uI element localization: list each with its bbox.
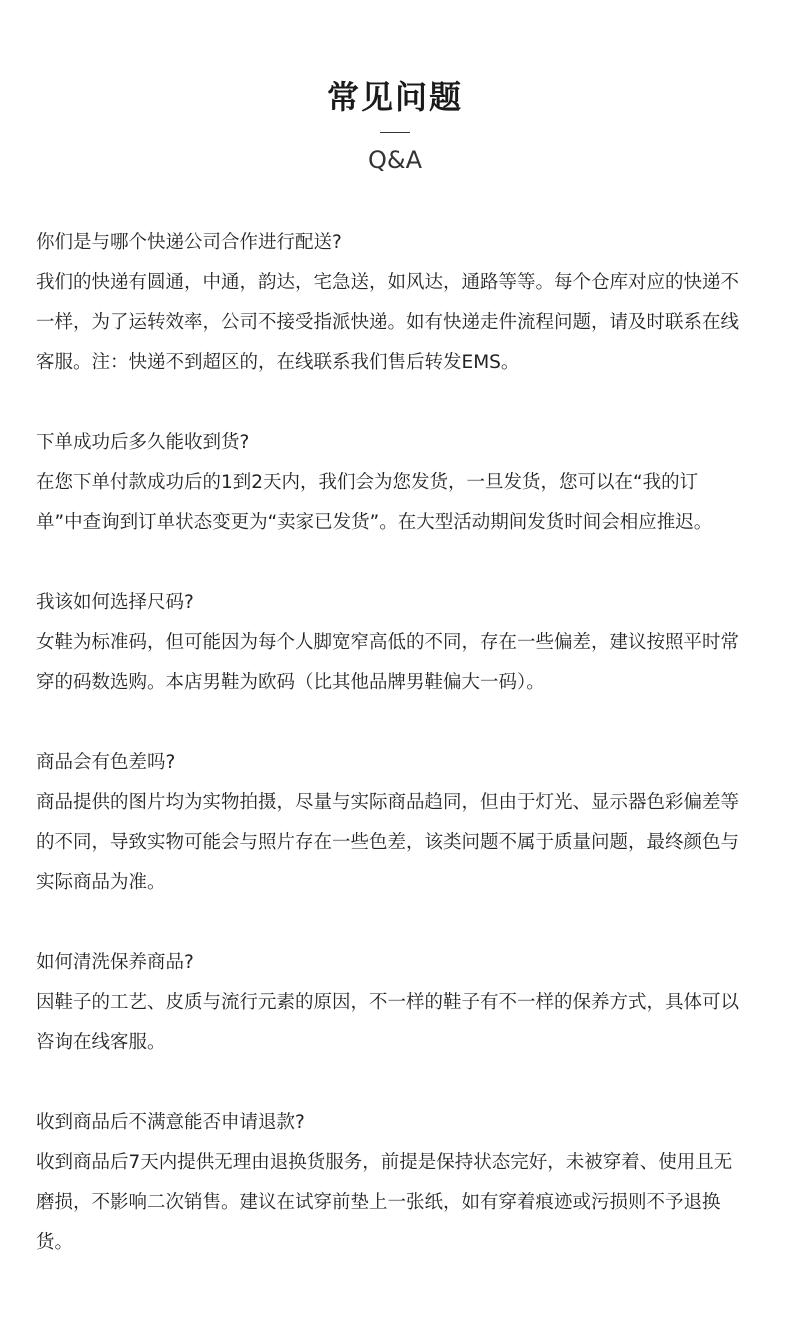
faq-answer: 我们的快递有圆通，中通，韵达，宅急送，如风达，通路等等。每个仓库对应的快递不一样，为了运转效率，公司不接受指派快递。如有快递走件流程问题，请及时联系在线客服。注：快递不到超区的，在线联系我们售后转发EMS。 — [36, 272, 740, 373]
faq-question: 我该如何选择尺码? — [36, 592, 194, 613]
faq-answer: 因鞋子的工艺、皮质与流行元素的原因，不一样的鞋子有不一样的保养方式，具体可以咨询在线客服。 — [36, 992, 740, 1053]
faq-question: 商品会有色差吗? — [36, 752, 176, 773]
faq-item — [36, 1103, 756, 1263]
faq-answer: 商品提供的图片均为实物拍摄，尽量与实际商品趋同，但由于灯光、显示器色彩偏差等的不同，导致实物可能会与照片存在一些色差，该类问题不属于质量问题，最终颜色与实际商品为准。 — [36, 792, 740, 893]
faq-item — [36, 943, 756, 1063]
title-divider — [380, 132, 410, 133]
header — [0, 74, 790, 176]
faq-question: 下单成功后多久能收到货? — [36, 432, 250, 453]
page-subtitle: Q&A — [367, 146, 423, 174]
faq-question: 如何清洗保养商品? — [36, 952, 194, 973]
faq-item — [36, 223, 756, 383]
faq-item — [36, 743, 756, 903]
faq-list — [36, 223, 756, 1303]
faq-question: 你们是与哪个快递公司合作进行配送? — [36, 232, 342, 253]
faq-item — [36, 423, 756, 543]
page-title: 常见问题 — [326, 78, 463, 116]
faq-answer: 在您下单付款成功后的1到2天内，我们会为您发货，一旦发货，您可以在“我的订单”中查询到订单状态变更为“卖家已发货”。在大型活动期间发货时间会相应推迟。 — [36, 472, 713, 533]
faq-answer: 女鞋为标准码，但可能因为每个人脚宽窄高低的不同，存在一些偏差，建议按照平时常穿的码数选购。本店男鞋为欧码（比其他品牌男鞋偏大一码）。 — [36, 632, 740, 693]
faq-answer: 收到商品后7天内提供无理由退换货服务，前提是保持状态完好，未被穿着、使用且无磨损，不影响二次销售。建议在试穿前垫上一张纸，如有穿着痕迹或污损则不予退换货。 — [36, 1152, 733, 1253]
faq-item — [36, 583, 756, 703]
faq-question: 收到商品后不满意能否申请退款? — [36, 1112, 305, 1133]
